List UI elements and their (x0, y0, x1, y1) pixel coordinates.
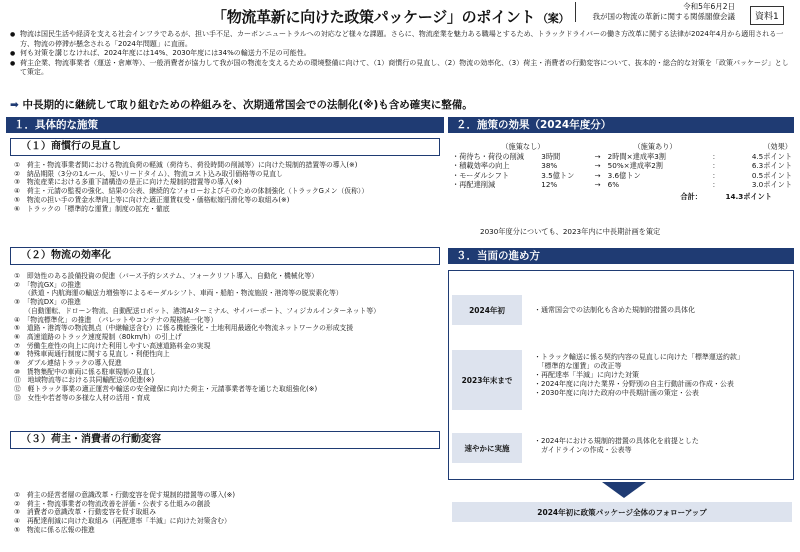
roadmap-label: 2024年初 (452, 295, 522, 325)
list-item: ⑥ 高速道路のトラック速度規制（80km/h）の引上げ (14, 332, 182, 341)
effect-after: → 3.6億トン (594, 170, 641, 180)
effect-before: 38% (541, 161, 558, 170)
list-item: ② 「物流GX」の推進 (14, 280, 81, 289)
roadmap-item: ガイドラインの作成・公表等 (534, 446, 632, 454)
meta-org: 我が国の物流の革新に関する関係閣僚会議 (592, 12, 735, 21)
section1c-title: （３）荷主・消費者の行動変容 (10, 431, 440, 449)
list-item: ⑨ ダブル連結トラックの導入促進 (14, 359, 122, 368)
effects-head (452, 142, 792, 152)
list-item: ⑬ 女性や若者等の多様な人材の活用・育成 (14, 393, 150, 402)
effect-after: → 2時間×達成率3割 (594, 151, 666, 161)
effect-before: 12% (541, 180, 558, 189)
list-item: ③ 物流産業における多重下請構造の是正に向けた規制的措置等の導入(※) (14, 178, 242, 187)
roadmap-item: ・通常国会での法制化も含めた規制的措置の具体化 (534, 306, 695, 314)
list-item: ④ 再配達削減に向けた取組み（再配達率「半減」に向けた対策含む） (14, 517, 231, 526)
roadmap-item: ・トラック輸送に係る契約内容の見直しに向けた「標準運送約款」 (534, 353, 744, 361)
list-item: ④ 「物流標準化」の推進 （パレットやコンテナの規格統一化等） (14, 315, 218, 324)
list-item: ⑫ 軽トラック事業の適正運営や輸送の安全確保に向けた荷主・元請事業者等を通じた取組強化(※) (14, 385, 318, 394)
effects-row (452, 152, 792, 162)
effect-value: 4.5ポイント (751, 151, 793, 161)
effect-name: ・再配達削減 (452, 180, 496, 189)
list-item: ⑥ トラックの「標準的な運賃」制度の拡充・徹底 (14, 204, 170, 213)
section1b-list (14, 272, 444, 403)
effect-sep: ： (712, 151, 720, 161)
total-label: 合計： (680, 191, 702, 201)
list-item: ④ 荷主・元請の監視の強化、結果の公表、継続的なフォローおよびそのための体制強化（トラックGメン（仮称）） (14, 187, 369, 196)
section1c-list (14, 491, 444, 535)
effect-value: 0.5ポイント (751, 170, 793, 180)
effects-row (452, 161, 792, 171)
list-item: ① 荷主の経営者層の意識改革・行動変容を促す規制的措置等の導入(※) (14, 491, 235, 499)
meta-info (575, 2, 735, 22)
roadmap-items (534, 306, 695, 315)
effect-after: → 50%×達成率2割 (594, 161, 663, 170)
effect-sep: ： (712, 180, 720, 189)
list-item: ① 即効性のある設備投資の促進（バース予約システム、フォークリフト導入、自動化・機械化等） (14, 272, 318, 280)
section1a-title: （１）商慣行の見直し (10, 138, 440, 156)
effect-sep: ： (712, 170, 720, 180)
list-item: ⑪ 地域物流等における共同輸配送の促進(※) (14, 376, 155, 385)
effect-name: ・荷待ち・荷役の削減 (452, 151, 524, 161)
section1a-list (14, 161, 444, 213)
section1-header: １．具体的な施策 (6, 117, 444, 133)
list-item: ① 荷主・物流事業者間における物流負荷の軽減（荷待ち、荷役時間の削減等）に向けた規制的措置等の導入(※) (14, 161, 358, 169)
list-item: ⑤ 物流に係る広報の推進 (14, 525, 95, 534)
intro-item: ● 物流は国民生活や経済を支える社会インフラであるが、担い手不足、カーボンニュートラルへの対応など様々な課題。さらに、物流産業を魅力ある職場とするため、トラックドライバーの働き方改革に関する法律が2024年4月から適用される一方、物流の停滞が懸念される「2024年問題」に直面。 (10, 30, 790, 49)
effects-row (452, 171, 792, 181)
effects-table (452, 142, 792, 201)
roadmap-item: 「標準的な運賃」の改正等 (534, 362, 622, 370)
roadmap-item: ・再配達率「半減」に向けた対策 (534, 371, 639, 379)
effect-sep: ： (712, 161, 720, 170)
col-head: （施策なし） (501, 142, 545, 151)
list-item: ② 納品期限（3分の1ルール、短いリードタイム）、物流コスト込み取引価格等の見直し (14, 169, 283, 178)
down-arrow-icon (602, 482, 646, 498)
intro-list (10, 30, 790, 78)
followup-banner: 2024年初に政策パッケージ全体のフォローアップ (452, 502, 792, 522)
list-item: ③ 「物流DX」の推進 (14, 298, 81, 307)
section1b-title: （２）物流の効率化 (10, 247, 440, 265)
intro-item: ● 何も対策を講じなければ、2024年度には14%、2030年度には34%の輸送力不足の可能性。 (10, 49, 790, 59)
roadmap-item: ・2030年度に向けた政府の中長期計画の策定・公表 (534, 389, 699, 397)
roadmap-label: 速やかに実施 (452, 433, 522, 463)
effects-row (452, 180, 792, 190)
effect-name: ・モーダルシフト (452, 170, 510, 180)
effect-value: 3.0ポイント (751, 180, 793, 189)
roadmap-items (534, 437, 699, 455)
page-title: 「物流革新に向けた政策パッケージ」のポイント （案） (212, 8, 570, 26)
list-item: ⑩ 貨物集配中の車両に係る駐車規制の見直し (14, 367, 157, 376)
list-item: ⑤ 物流の担い手の賃金水準向上等に向けた適正運賃収受・価格転嫁円滑化等の取組み(※) (14, 195, 290, 204)
list-item: （自動運転、ドローン物流、自動配送ロボット、港湾AIターミナル、サイバーポート、フィジカルインターネット等） (14, 306, 380, 315)
meta-date: 令和5年6月2日 (683, 2, 735, 11)
effect-before: 3.5億トン (541, 170, 575, 180)
list-item: ⑤ 道路・港湾等の物流拠点（中継輸送含む）に係る機能強化・土地利用最適化や物流ネットワークの形成支援 (14, 324, 354, 333)
effect-value: 6.3ポイント (751, 161, 793, 170)
list-item: ② 荷主・物流事業者の物流改善を評価・公表する仕組みの創設 (14, 499, 211, 508)
col-head: （施策あり） (633, 142, 677, 151)
effect-before: 3時間 (541, 151, 561, 161)
effect-name: ・積載効率の向上 (452, 161, 510, 170)
intro-item: ● 荷主企業、物流事業者（運送・倉庫等）、一般消費者が協力して我が国の物流を支えるための環境整備に向けて、（1）商慣行の見直し、（2）物流の効率化、（3）荷主・消費者の行動変容について、抜本的・総合的な対策を「政策パッケージ」として策定。 (10, 59, 790, 78)
effects-note: 2030年度分についても、2023年内に中長期計画を策定 (480, 227, 661, 236)
arrow-text: 中長期的に継続して取り組むための枠組みを、次期通常国会での法制化(※)も含め確実に整備。 (22, 99, 473, 111)
roadmap-label: 2023年末まで (452, 350, 522, 410)
roadmap-item: ・2024年における規制的措置の具体化を前提とした (534, 437, 699, 445)
arrow-icon: ➡ (10, 99, 19, 111)
document-badge: 資料1 (750, 6, 784, 25)
arrow-statement (10, 97, 473, 112)
effects-total (452, 192, 792, 202)
draft-marker: （案） (537, 12, 570, 25)
list-item: （鉄道・内航海運の輸送力増強等によるモーダルシフト、車両・船舶・物流施設・港湾等の脱炭素化等） (14, 289, 343, 298)
section3-header: ３．当面の進め方 (448, 248, 794, 264)
effect-after: → 6% (594, 180, 620, 189)
roadmap-items (534, 353, 744, 398)
section2-header: ２．施策の効果（2024年度分） (448, 117, 794, 133)
roadmap-item: ・2024年度に向けた業界・分野別の自主行動計画の作成・公表 (534, 380, 734, 388)
list-item: ⑧ 特殊車両通行制度に関する見直し・利便性向上 (14, 350, 170, 359)
col-head: （効果） (763, 142, 792, 151)
list-item: ③ 消費者の意識改革・行動変容を促す取組み (14, 508, 157, 517)
total-value: 14.3ポイント (725, 191, 772, 201)
list-item: ⑦ 労働生産性の向上に向けた利用しやすい高速道路料金の実現 (14, 341, 211, 350)
